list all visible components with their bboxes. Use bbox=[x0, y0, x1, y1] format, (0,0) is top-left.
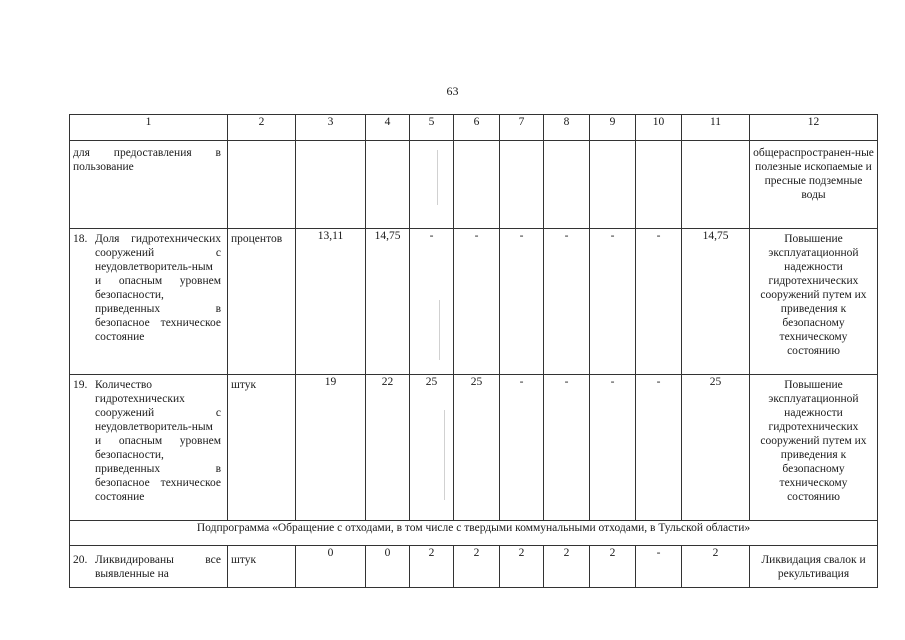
header-cell: 9 bbox=[590, 115, 636, 141]
header-cell: 1 bbox=[70, 115, 228, 141]
value-cell: 25 bbox=[454, 375, 500, 521]
value-cell: 2 bbox=[454, 546, 500, 588]
table-row bbox=[70, 375, 878, 521]
indicator-text: Количество гидротехнических сооружений с неудовлетворитель-ным и опасным уровнем безопасности, приведенных в безопасное техническое состояние bbox=[95, 379, 221, 503]
header-row bbox=[70, 115, 878, 141]
goal-cell: Повышение эксплуатационной надежности гидротехнических сооружений путем их приведения к безопасному техническому состоянию bbox=[750, 229, 878, 375]
header-cell: 12 bbox=[750, 115, 878, 141]
value-cell bbox=[454, 141, 500, 229]
value-cell: 14,75 bbox=[366, 229, 410, 375]
value-cell: 13,11 bbox=[296, 229, 366, 375]
row-number: 19. bbox=[73, 379, 88, 391]
header-cell: 11 bbox=[682, 115, 750, 141]
value-cell bbox=[500, 141, 544, 229]
value-cell bbox=[544, 141, 590, 229]
subprogram-row bbox=[70, 521, 878, 546]
value-cell: 2 bbox=[682, 546, 750, 588]
header-cell: 6 bbox=[454, 115, 500, 141]
value-cell: 19 bbox=[296, 375, 366, 521]
value-cell: - bbox=[590, 229, 636, 375]
value-cell bbox=[636, 141, 682, 229]
scan-artifact bbox=[439, 300, 440, 360]
value-cell: - bbox=[590, 375, 636, 521]
unit-cell: процентов bbox=[228, 229, 296, 375]
header-cell: 2 bbox=[228, 115, 296, 141]
value-cell: - bbox=[544, 375, 590, 521]
indicator-cell bbox=[70, 546, 228, 588]
value-cell: 0 bbox=[296, 546, 366, 588]
indicator-text: Доля гидротехнических сооружений с неудовлетворитель-ным и опасным уровнем безопасности, приведенных в безопасное техническое состояние bbox=[95, 233, 221, 343]
page-number: 63 bbox=[446, 84, 459, 98]
indicator-cell bbox=[70, 229, 228, 375]
value-cell bbox=[682, 141, 750, 229]
goal-cell: Повышение эксплуатационной надежности гидротехнических сооружений путем их приведения к безопасному техническому состоянию bbox=[750, 375, 878, 521]
value-cell bbox=[366, 141, 410, 229]
indicator-text: для предоставления в пользование bbox=[73, 147, 221, 173]
value-cell: 14,75 bbox=[682, 229, 750, 375]
indicator-text: Ликвидированы все выявленные на bbox=[95, 554, 221, 580]
subprogram-title: Подпрограмма «Обращение с отходами, в том числе с твердыми коммунальными отходами, в Тульской области» bbox=[70, 521, 878, 546]
table-row bbox=[70, 141, 878, 229]
value-cell: - bbox=[544, 229, 590, 375]
value-cell: 25 bbox=[410, 375, 454, 521]
value-cell: 2 bbox=[544, 546, 590, 588]
value-cell: - bbox=[636, 375, 682, 521]
unit-cell bbox=[228, 141, 296, 229]
scan-artifact bbox=[444, 410, 445, 500]
header-cell: 3 bbox=[296, 115, 366, 141]
scan-artifact bbox=[437, 150, 438, 205]
goal-cell: общераспространен-ные полезные ископаемые и пресные подземные воды bbox=[750, 141, 878, 229]
unit-cell: штук bbox=[228, 375, 296, 521]
value-cell bbox=[296, 141, 366, 229]
value-cell: - bbox=[636, 546, 682, 588]
value-cell bbox=[410, 141, 454, 229]
unit-cell: штук bbox=[228, 546, 296, 588]
value-cell: 25 bbox=[682, 375, 750, 521]
header-cell: 5 bbox=[410, 115, 454, 141]
header-cell: 10 bbox=[636, 115, 682, 141]
table-row bbox=[70, 229, 878, 375]
value-cell: 2 bbox=[590, 546, 636, 588]
value-cell: - bbox=[500, 375, 544, 521]
header-cell: 8 bbox=[544, 115, 590, 141]
header-cell: 4 bbox=[366, 115, 410, 141]
value-cell: - bbox=[454, 229, 500, 375]
row-number: 20. bbox=[73, 554, 88, 566]
value-cell: 2 bbox=[500, 546, 544, 588]
value-cell bbox=[590, 141, 636, 229]
value-cell: 0 bbox=[366, 546, 410, 588]
indicator-cell bbox=[70, 375, 228, 521]
value-cell: 2 bbox=[410, 546, 454, 588]
value-cell: - bbox=[636, 229, 682, 375]
goal-cell: Ликвидация свалок и рекультивация bbox=[750, 546, 878, 588]
table-row bbox=[70, 546, 878, 588]
header-cell: 7 bbox=[500, 115, 544, 141]
value-cell: - bbox=[500, 229, 544, 375]
value-cell: - bbox=[410, 229, 454, 375]
indicator-cell bbox=[70, 141, 228, 229]
row-number: 18. bbox=[73, 233, 88, 245]
value-cell: 22 bbox=[366, 375, 410, 521]
indicators-table bbox=[69, 114, 878, 588]
